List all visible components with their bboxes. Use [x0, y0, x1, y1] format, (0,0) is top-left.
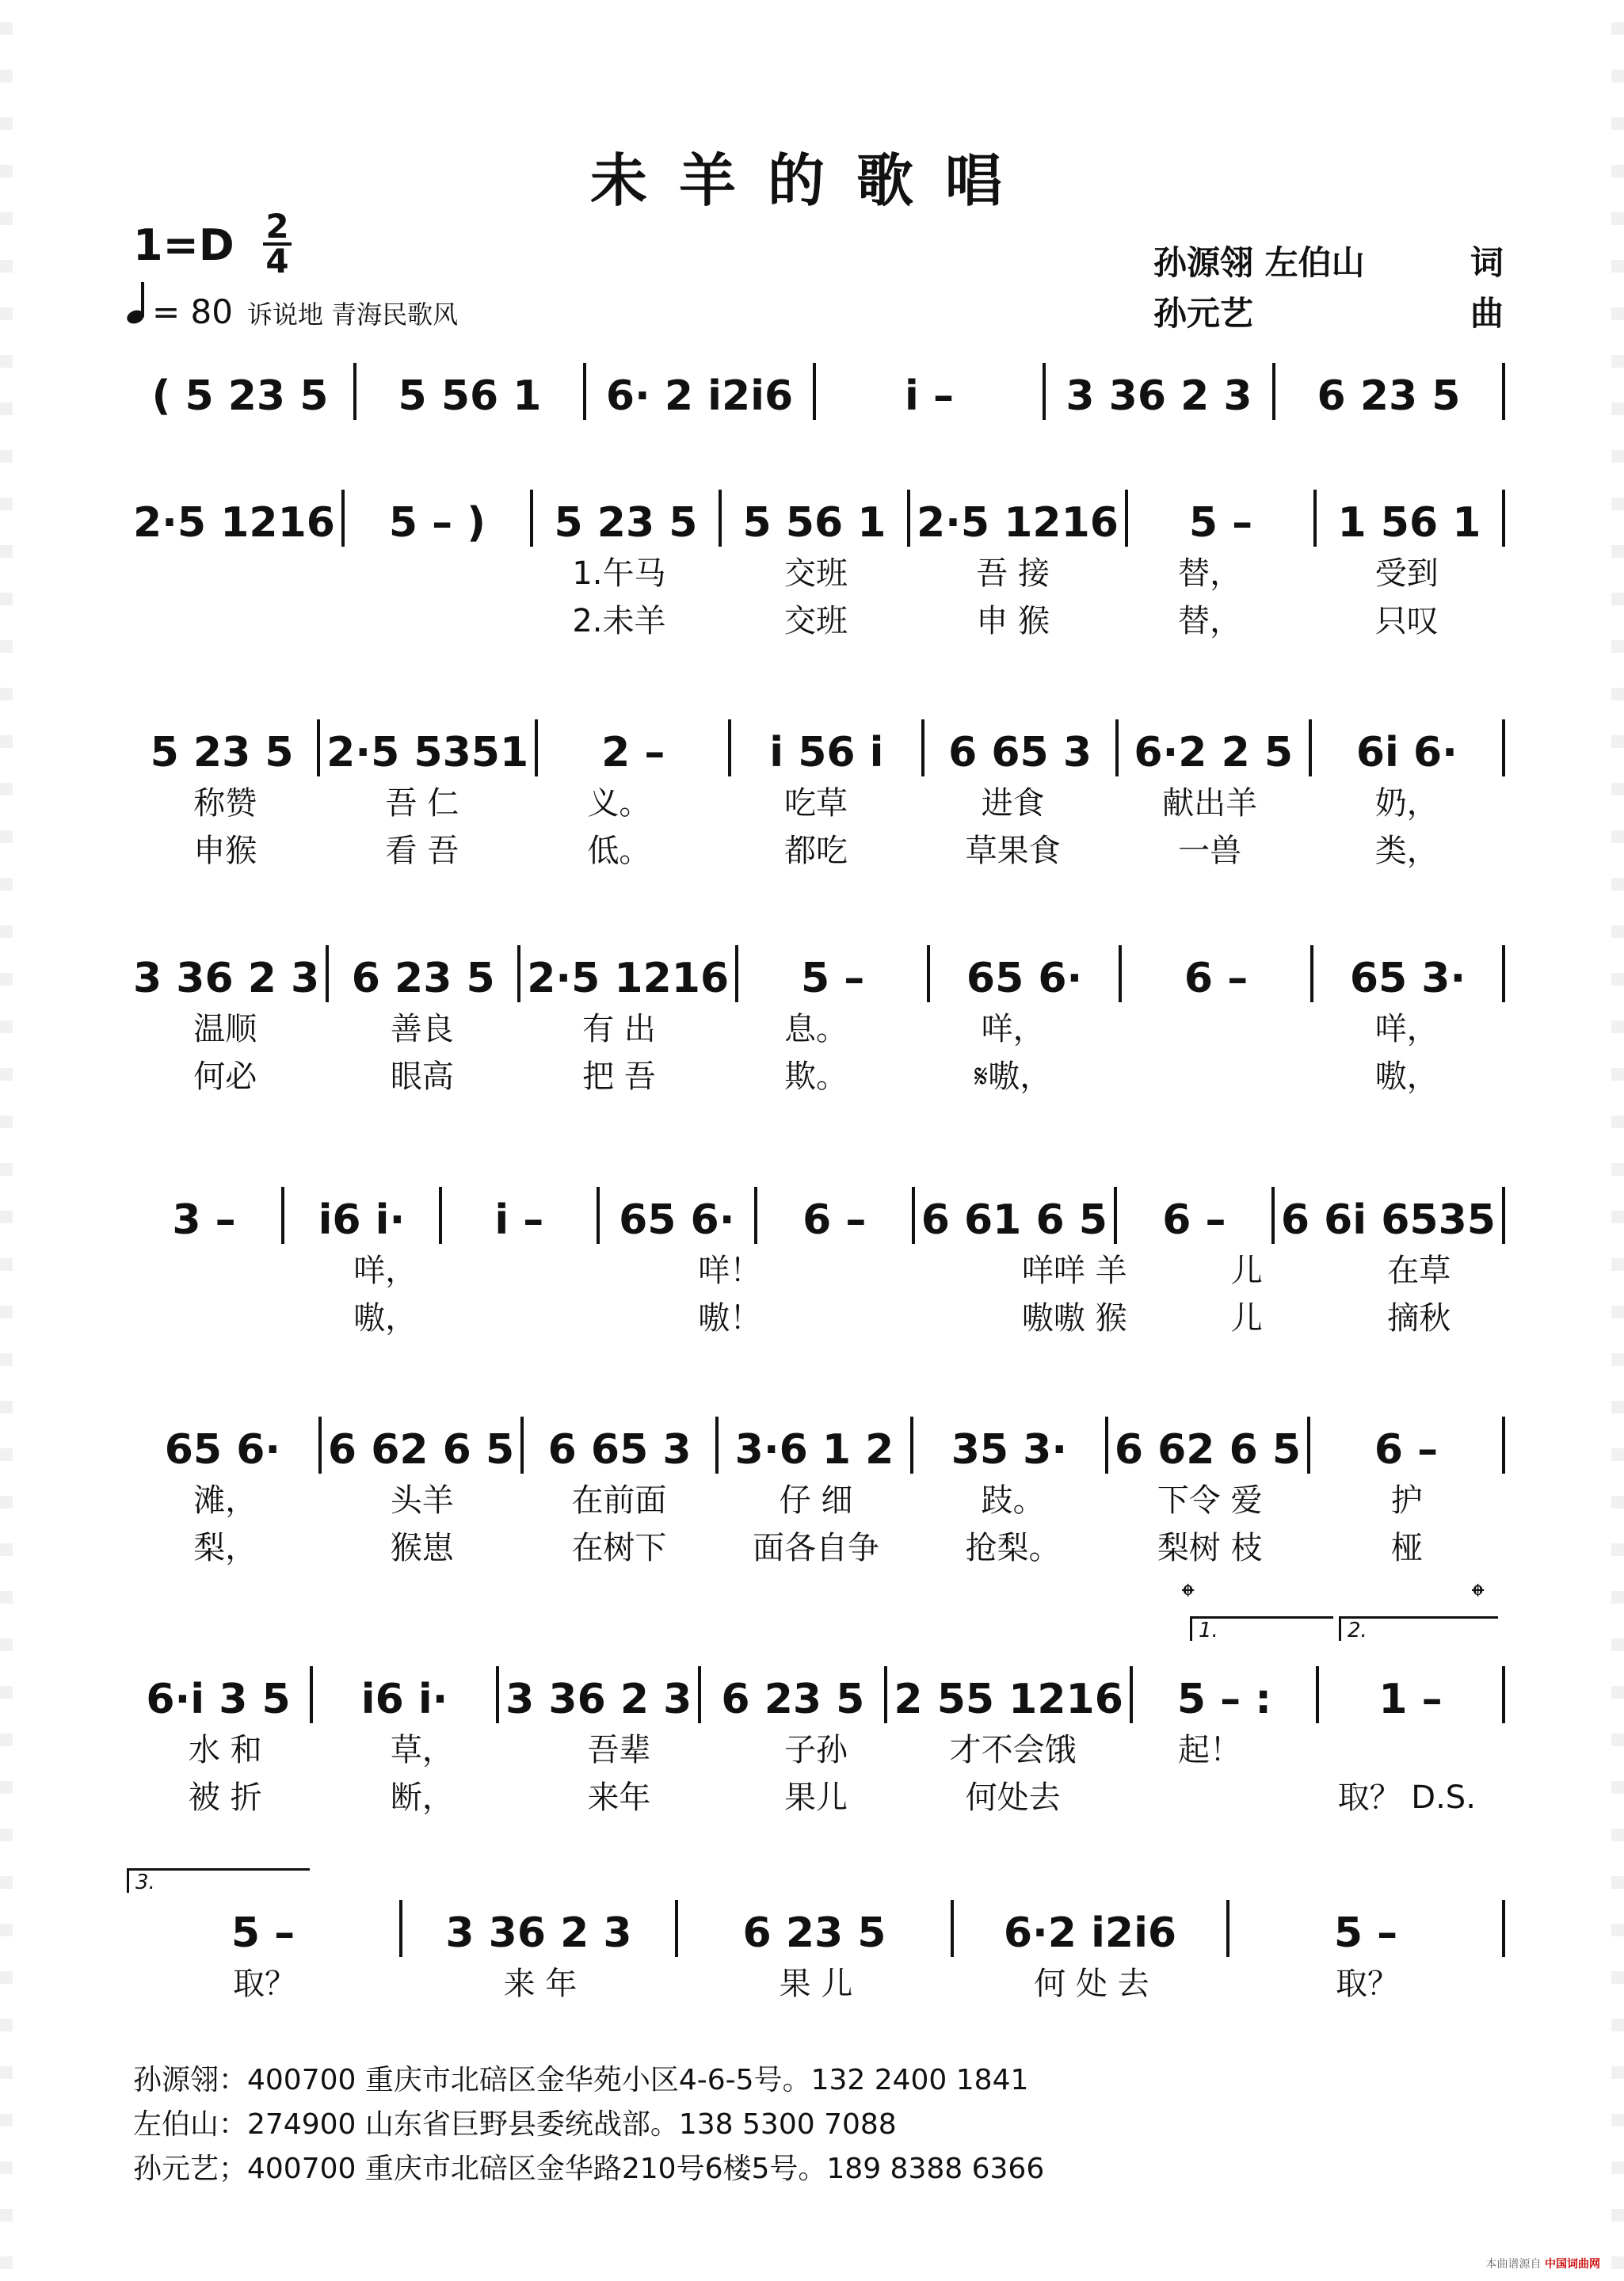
- staff-line: [127, 1894, 1505, 1957]
- lyric-syllable: 果 儿: [779, 1965, 853, 2002]
- volta-2: 2.: [1339, 1616, 1498, 1641]
- lyric-syllable: 称赞: [193, 784, 257, 822]
- lyric-syllable: 草，: [390, 1731, 454, 1768]
- lyric-syllable: 交班: [784, 602, 848, 639]
- lyric-line: [127, 547, 1505, 594]
- lyric-syllable: 申猴: [193, 832, 257, 869]
- lyric-syllable: 果儿: [784, 1779, 848, 1816]
- lyric-line: [127, 1002, 1505, 1050]
- lyric-syllable: 义。: [587, 784, 651, 822]
- lyric-syllable: 在草: [1387, 1252, 1451, 1289]
- measure: 35 3·: [951, 1426, 1068, 1474]
- lyric-line: [127, 1723, 1505, 1771]
- lyric-syllable: 头羊: [390, 1482, 454, 1519]
- lyric-syllable: 进食: [981, 784, 1045, 822]
- key-signature: 1=D: [133, 220, 234, 270]
- score-system: [127, 357, 1505, 420]
- measure: 3 36 2 3: [445, 1909, 632, 1957]
- score-system: [127, 713, 1505, 872]
- lyric-syllable: 仔 细: [779, 1482, 853, 1519]
- measure: 6·2 2 5: [1134, 729, 1294, 776]
- measure: 6 –: [1162, 1196, 1226, 1244]
- measure: 3 36 2 3: [505, 1676, 692, 1723]
- measure: 6 62 6 5: [1114, 1426, 1302, 1474]
- lyric-line: [127, 1521, 1505, 1569]
- credits: [1153, 238, 1504, 339]
- barline: [1502, 490, 1505, 547]
- lyric-line: [127, 1050, 1505, 1097]
- composer-credit: 孙元艺 曲: [1153, 294, 1504, 333]
- footer-source: 本曲谱源自 中国词曲网: [1485, 2258, 1600, 2271]
- lyric-syllable: 献出羊: [1162, 784, 1258, 822]
- measure: 5 – :: [1176, 1676, 1272, 1723]
- lyric-line: [127, 1291, 1505, 1339]
- staff-line: [127, 357, 1505, 420]
- lyric-line: [127, 1957, 1505, 2004]
- measure: 5 – ): [388, 499, 486, 547]
- lyric-syllable: 低。: [587, 832, 651, 869]
- coda-icon: 𝄌: [1182, 1577, 1195, 1617]
- lyric-syllable: 水 和: [188, 1731, 262, 1768]
- tempo-value: = 80: [152, 292, 233, 331]
- lyric-syllable: 咩，: [1374, 1010, 1439, 1047]
- measure: 5 –: [1188, 499, 1253, 547]
- barline: [1502, 1417, 1505, 1474]
- lyric-syllable: 看 吾: [385, 832, 459, 869]
- lyric-syllable: 息。: [784, 1010, 848, 1047]
- contact-line: 左伯山：274900 山东省巨野县委统战部。138 5300 7088: [133, 2108, 897, 2141]
- lyric-syllable: 跂。: [981, 1482, 1045, 1519]
- measure: 6 62 6 5: [327, 1426, 515, 1474]
- lyric-syllable: 子孙: [784, 1731, 848, 1768]
- lyric-syllable: 交班: [784, 555, 848, 592]
- measure: i 56 i: [769, 729, 884, 776]
- lyric-syllable: 儿: [1230, 1252, 1263, 1289]
- score-system: [127, 1660, 1505, 1818]
- lyricist-credit: 孙源翎 左伯山 词: [1153, 243, 1504, 282]
- lyric-syllable: 有 出: [582, 1010, 656, 1047]
- measure: 1 56 1: [1337, 499, 1481, 547]
- score-system: [127, 1894, 1505, 2004]
- lyric-syllable: 被 折: [188, 1779, 262, 1816]
- measure: 1 –: [1378, 1676, 1443, 1723]
- lyric-syllable: 咩！: [698, 1252, 762, 1289]
- lyric-syllable: 申 猴: [976, 602, 1050, 639]
- lyric-syllable: 欺。: [784, 1058, 848, 1095]
- measure: 6·2 i2i6: [1003, 1909, 1177, 1957]
- lyric-syllable: 嗷嗷 猴: [1021, 1299, 1127, 1337]
- measure: 6 23 5: [721, 1676, 865, 1723]
- lyric-syllable: 面各自争: [753, 1529, 880, 1566]
- lyric-syllable: 吾 接: [976, 555, 1050, 592]
- lyric-syllable: 𝄋嗷，: [974, 1058, 1052, 1095]
- lyric-syllable: 吃草: [784, 784, 848, 822]
- lyric-syllable: 把 吾: [582, 1058, 656, 1095]
- lyric-line: [127, 776, 1505, 824]
- lyric-syllable: 梨，: [193, 1529, 257, 1566]
- lyric-syllable: 梨树 枝: [1157, 1529, 1263, 1566]
- measure: i –: [494, 1196, 544, 1244]
- measure: 65 3·: [1349, 955, 1466, 1002]
- lyric-syllable: 在树下: [571, 1529, 667, 1566]
- barline: [1502, 719, 1505, 776]
- lyric-syllable: 桠: [1390, 1529, 1423, 1566]
- measure: 2 55 1216: [894, 1676, 1123, 1723]
- score-system: [127, 1410, 1505, 1569]
- quarter-note-icon: [127, 282, 147, 323]
- lyric-syllable: 取？: [233, 1965, 296, 2002]
- volta-1: 1.: [1190, 1616, 1333, 1641]
- measure: 6 23 5: [742, 1909, 886, 1957]
- staff-line: [127, 939, 1505, 1002]
- lyric-line: [127, 1244, 1505, 1291]
- measure: 6 6i 6535: [1280, 1196, 1496, 1244]
- measure: 6i 6·: [1355, 729, 1458, 776]
- lyric-syllable: 断，: [390, 1779, 454, 1816]
- measure: 2·5 1216: [133, 499, 335, 547]
- lyric-syllable: 只叹: [1374, 602, 1439, 639]
- lyric-syllable: 取？: [1336, 1965, 1399, 2002]
- measure: 5 56 1: [742, 499, 886, 547]
- measure: ( 5 23 5: [151, 372, 329, 420]
- lyric-syllable: 嗷，: [1374, 1058, 1439, 1095]
- measure: 6 23 5: [1317, 372, 1461, 420]
- lyric-syllable: 咩，: [353, 1252, 417, 1289]
- lyric-syllable: 摘秋: [1387, 1299, 1451, 1337]
- tempo-expression: 诉说地 青海民歌风: [247, 299, 459, 330]
- lyric-line: [127, 594, 1505, 642]
- volta-3: 3.: [127, 1868, 310, 1893]
- measure: 6· 2 i2i6: [605, 372, 794, 420]
- measure: 3 –: [172, 1196, 236, 1244]
- lyric-syllable: 草果食: [965, 832, 1061, 869]
- measure: 2 –: [601, 729, 665, 776]
- lyric-syllable: 吾辈: [587, 1731, 651, 1768]
- score-system: [127, 939, 1505, 1097]
- measure: 5 23 5: [150, 729, 294, 776]
- lyric-syllable: 何处去: [965, 1779, 1061, 1816]
- measure: 65 6·: [164, 1426, 281, 1474]
- lyric-syllable: 眼高: [390, 1058, 454, 1095]
- lyric-syllable: 替，: [1178, 602, 1242, 639]
- measure: 6 –: [802, 1196, 867, 1244]
- lyric-syllable: 滩，: [193, 1482, 257, 1519]
- lyric-syllable: 善良: [390, 1010, 454, 1047]
- lyric-syllable: 抢梨。: [965, 1529, 1061, 1566]
- barline: [1502, 363, 1505, 420]
- measure: 3 36 2 3: [133, 955, 320, 1002]
- contact-line: 孙源翎：400700 重庆市北碚区金华苑小区4-6-5号。132 2400 1841: [133, 2064, 1029, 2096]
- measure: 6 65 3: [948, 729, 1092, 776]
- lyric-syllable: 取？ D.S.: [1337, 1779, 1476, 1816]
- lyric-syllable: 温顺: [193, 1010, 257, 1047]
- measure: 2·5 1216: [527, 955, 730, 1002]
- lyric-line: [127, 1771, 1505, 1818]
- measure: 6 –: [1184, 955, 1248, 1002]
- lyric-syllable: 类，: [1374, 832, 1439, 869]
- barline: [1502, 1666, 1505, 1723]
- tempo-marking: [127, 282, 458, 331]
- lyric-syllable: 都吃: [784, 832, 848, 869]
- right-watermark-strip: [1611, 0, 1624, 2281]
- measure: 5 –: [1333, 1909, 1398, 1957]
- time-signature-top: 2: [265, 207, 289, 246]
- measure: 5 –: [231, 1909, 295, 1957]
- measure: 3·6 1 2: [734, 1426, 894, 1474]
- lyric-syllable: 何必: [193, 1058, 257, 1095]
- staff-line: [127, 713, 1505, 776]
- measure: 5 56 1: [398, 372, 542, 420]
- lyric-syllable: 咩，: [981, 1010, 1045, 1047]
- lyric-syllable: 吾 仁: [385, 784, 459, 822]
- staff-line: [127, 1181, 1505, 1244]
- measure: i6 i·: [318, 1196, 406, 1244]
- barline: [1502, 1187, 1505, 1244]
- time-signature: [263, 207, 292, 280]
- lyric-syllable: 1.午马: [572, 555, 666, 592]
- lyric-syllable: 来 年: [503, 1965, 578, 2002]
- measure: 3 36 2 3: [1066, 372, 1252, 420]
- lyric-syllable: 受到: [1374, 555, 1439, 592]
- lyric-syllable: 猴崽: [390, 1529, 454, 1566]
- lyric-syllable: 儿: [1230, 1299, 1263, 1337]
- lyric-syllable: 护: [1390, 1482, 1423, 1519]
- lyric-syllable: 来年: [587, 1779, 651, 1816]
- barline: [1502, 1900, 1505, 1957]
- measure: 6 61 6 5: [921, 1196, 1107, 1244]
- lyric-syllable: 何 处 去: [1034, 1965, 1149, 2002]
- measure: 5 –: [800, 955, 865, 1002]
- staff-line: [127, 1410, 1505, 1474]
- time-signature-bottom: 4: [265, 242, 289, 280]
- coda-icon-2: 𝄌: [1472, 1577, 1485, 1617]
- lyric-line: [127, 824, 1505, 872]
- measure: 2·5 5351: [326, 729, 529, 776]
- lyric-syllable: 2.未羊: [572, 602, 666, 639]
- song-title: 未羊的歌唱: [589, 147, 1034, 214]
- lyric-syllable: 咩咩 羊: [1021, 1252, 1127, 1289]
- left-watermark-strip: [0, 0, 13, 2281]
- measure: 6 23 5: [351, 955, 495, 1002]
- measure: 65 6·: [966, 955, 1083, 1002]
- measure: 6·i 3 5: [146, 1676, 291, 1723]
- lyric-syllable: 奶，: [1374, 784, 1439, 822]
- measure: i –: [905, 372, 954, 420]
- lyric-syllable: 嗷！: [698, 1299, 762, 1337]
- measure: 65 6·: [619, 1196, 735, 1244]
- lyric-line: [127, 1474, 1505, 1521]
- measure: 5 23 5: [554, 499, 698, 547]
- barline: [1502, 945, 1505, 1002]
- measure: i6 i·: [360, 1676, 448, 1723]
- lyric-syllable: 起！: [1178, 1731, 1242, 1768]
- measure: 6 65 3: [547, 1426, 692, 1474]
- lyric-syllable: 一兽: [1178, 832, 1242, 869]
- score-system: [127, 1181, 1505, 1339]
- measure: 2·5 1216: [917, 499, 1119, 547]
- measure: 6 –: [1374, 1426, 1439, 1474]
- staff-line: [127, 483, 1505, 547]
- staff-line: [127, 1660, 1505, 1723]
- contact-info: [133, 2058, 1044, 2191]
- contact-line: 孙元艺；400700 重庆市北碚区金华路210号6楼5号。189 8388 6366: [133, 2153, 1045, 2185]
- lyric-syllable: 下令 爱: [1157, 1482, 1263, 1519]
- score-system: [127, 483, 1505, 642]
- lyric-syllable: 嗷，: [353, 1299, 417, 1337]
- lyric-syllable: 替，: [1178, 555, 1242, 592]
- lyric-syllable: 才不会饿: [949, 1731, 1077, 1768]
- lyric-syllable: 在前面: [571, 1482, 667, 1519]
